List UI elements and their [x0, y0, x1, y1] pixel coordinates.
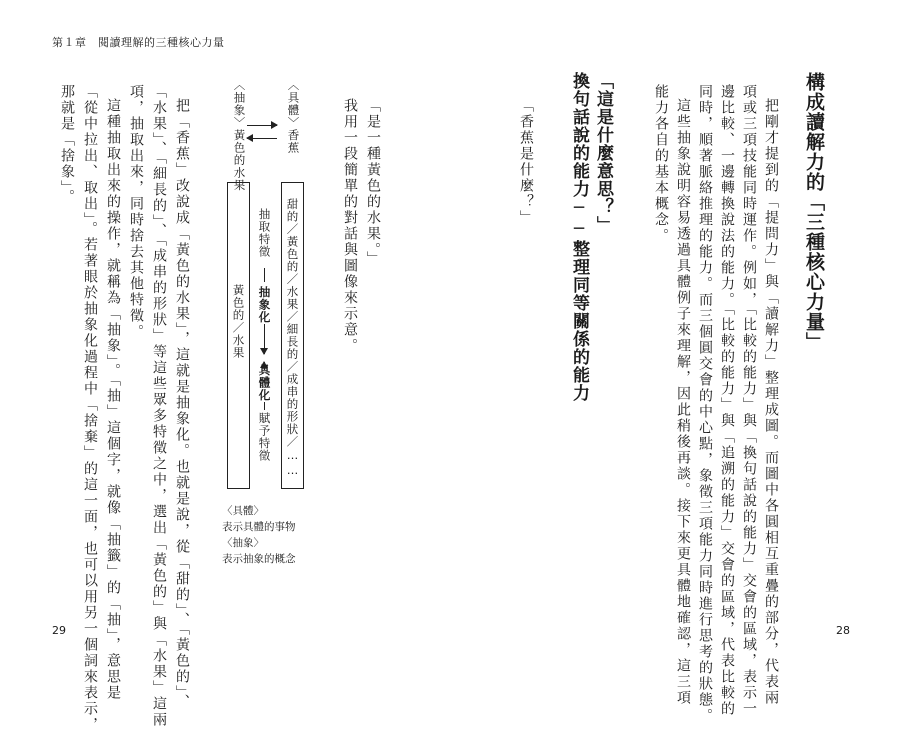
subheading-question: 「這是什麼意思？」: [593, 72, 613, 234]
legend-concrete-desc: 表示具體的事物: [222, 521, 296, 533]
page-number-left: 29: [52, 624, 66, 637]
concretization-label: 具體化: [257, 364, 272, 402]
running-head: 第１章 閱讀理解的三種核心力量: [52, 36, 225, 49]
body-line: 同時，順著脈絡推理的能力。而三個圓交會的中心點，象徵三項能力同時進行思考的狀態。: [697, 84, 713, 724]
body-line: 邊比較、一邊轉換說法的能力。「比較的能力」與「追溯的能力」交會的區域，代表比較的: [719, 84, 735, 717]
body-line: 項，抽取出來，同時捨去其他特徵。: [128, 84, 144, 340]
subheading-title: 換句話說的能力──整理同等關係的能力: [569, 72, 589, 402]
result-list: 黃色的／水果: [231, 284, 246, 359]
connector-line: [264, 268, 265, 282]
features-list: 甜的／黃色的／水果／細長的／成串的形狀／……: [285, 198, 300, 478]
arrow-left: [247, 138, 277, 139]
legend-abstract-tag: 〈抽象〉: [222, 537, 264, 549]
page-number-right: 28: [836, 624, 850, 637]
body-line: 「從中拉出、取出」。若著眼於抽象化過程中「捨棄」的這一面，也可以用另一個詞來表示，: [82, 84, 98, 733]
arrow-right: [247, 125, 277, 126]
arrow-down-icon: [264, 324, 265, 354]
extract-label: 抽取特徵: [257, 208, 272, 258]
section-heading: 構成讀解力的「三種核心力量」: [803, 72, 825, 352]
assign-label: 賦予特徵: [257, 412, 272, 462]
dialogue-answer: 「是一種黃色的水果。」: [365, 98, 381, 267]
concrete-label: 〈具體〉香蕉: [286, 79, 301, 154]
body-line: 能力各自的基本概念。: [653, 84, 669, 244]
connector-line: [264, 402, 265, 410]
body-line: 把「香蕉」改說成「黃色的水果」，這就是抽象化。也就是說，從「甜的」、「黃色的」、: [174, 98, 190, 710]
abstract-label: 〈抽象〉黃色的水果: [232, 79, 247, 192]
body-line: 這種抽取出來的操作，就稱為「抽象」。「抽」這個字，就像「抽籤」的「抽」，意思是: [105, 98, 121, 701]
body-line: 這些抽象說明容易透過具體例子來理解，因此稍後再談。接下來更具體地確認，這三項: [675, 98, 691, 706]
body-line: 我用一段簡單的對話與圖像來示意。: [342, 98, 358, 354]
dialogue-question: 「香蕉是什麼？」: [518, 98, 534, 226]
body-line: 「水果」、「細長的」、「成串的形狀」等這些眾多特徵之中，選出「黃色的」與「水果」這兩: [151, 84, 167, 728]
abstraction-label: 抽象化: [257, 286, 272, 324]
body-line: 那就是「捨象」。: [59, 84, 75, 205]
body-line: 把剛才提到的「提問力」與「讀解力」整理成圖。而圖中各圓相互重疊的部分，代表兩: [763, 98, 779, 706]
body-line: 項或三項技能同時運作。例如，「比較的能力」與「換句話說的能力」交會的區域，表示一: [741, 84, 757, 717]
legend-concrete-tag: 〈具體〉: [222, 505, 264, 517]
legend-abstract-desc: 表示抽象的概念: [222, 553, 296, 565]
